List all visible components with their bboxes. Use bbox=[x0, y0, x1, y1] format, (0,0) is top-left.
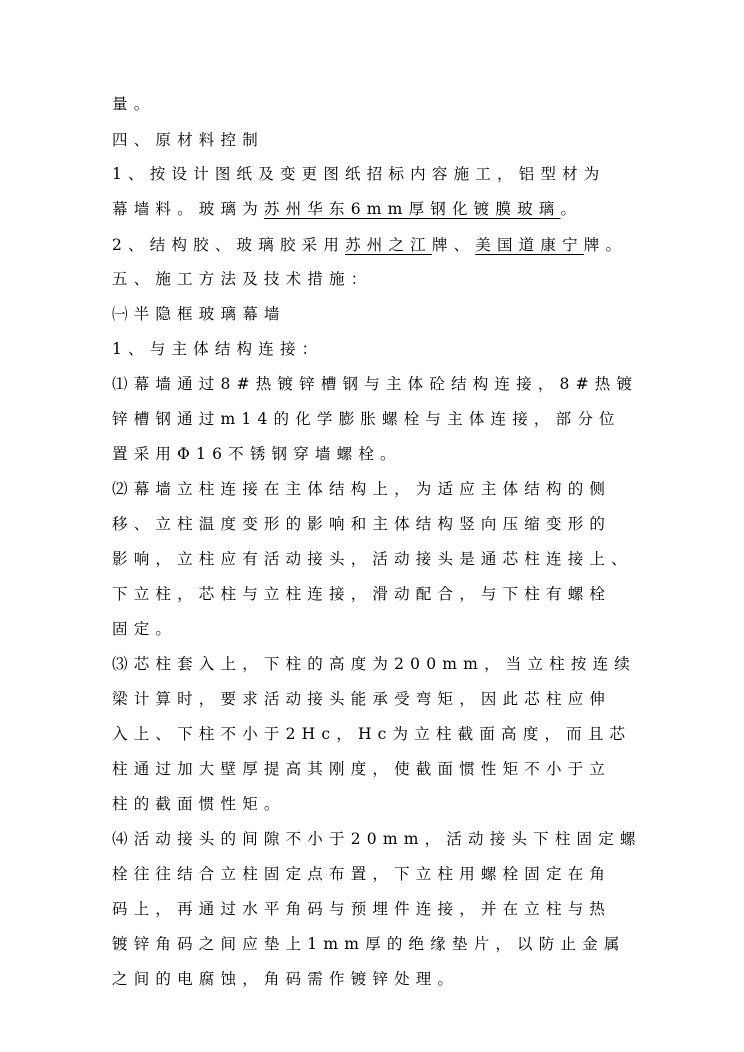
text-line bbox=[112, 549, 633, 569]
text-segment: 五、施工方法及技术措施： bbox=[112, 270, 373, 288]
underlined-text: 美国道康宁 bbox=[475, 236, 584, 254]
text-line bbox=[112, 759, 611, 779]
text-line bbox=[112, 235, 627, 255]
text-line bbox=[112, 969, 459, 989]
text-segment: 码上，再通过水平角码与预埋件连接，并在立柱与热 bbox=[112, 900, 612, 918]
text-line bbox=[112, 199, 582, 219]
text-segment: ⑵幕墙立柱连接在主体结构上，为适应主体结构的侧 bbox=[112, 480, 612, 498]
underlined-text: 苏州华东6mm厚钢化镀膜玻璃 bbox=[263, 200, 561, 218]
text-segment: 梁计算时，要求活动接头能承受弯矩，因此芯柱应伸 bbox=[112, 690, 612, 708]
text-segment: 栓往往结合立柱固定点布置，下立柱用螺栓固定在角 bbox=[112, 865, 612, 883]
text-segment: 2、结构胶、玻璃胶采用 bbox=[112, 236, 346, 254]
text-line bbox=[112, 899, 611, 919]
text-segment: 镀锌角码之间应垫上1mm厚的绝缘垫片，以防止金属 bbox=[112, 935, 626, 953]
text-line bbox=[112, 339, 323, 359]
text-segment: 牌、 bbox=[431, 236, 476, 254]
text-segment: 1、与主体结构连接： bbox=[112, 340, 324, 358]
text-segment: ㈠半隐框玻璃幕墙 bbox=[112, 305, 286, 323]
text-segment: 固定。 bbox=[112, 620, 178, 638]
text-segment: 四、原材料控制 bbox=[112, 131, 264, 149]
text-line bbox=[112, 584, 611, 604]
text-segment: 移、立柱温度变形的影响和主体结构竖向压缩变形的 bbox=[112, 515, 612, 533]
text-line bbox=[112, 829, 642, 849]
text-line bbox=[112, 164, 605, 184]
text-segment: 柱通过加大壁厚提高其刚度，使截面惯性矩不小于立 bbox=[112, 760, 612, 778]
text-line bbox=[112, 689, 611, 709]
text-line bbox=[112, 724, 631, 744]
text-segment: 。 bbox=[560, 200, 583, 218]
text-segment: 量。 bbox=[112, 95, 156, 113]
text-segment: ⑶芯柱套入上，下柱的高度为200mm，当立柱按连续 bbox=[112, 655, 636, 673]
text-segment: 之间的电腐蚀，角码需作镀锌处理。 bbox=[112, 970, 460, 988]
text-line bbox=[112, 374, 638, 394]
section-heading bbox=[112, 130, 264, 150]
text-segment: 幕墙料。玻璃为 bbox=[112, 200, 264, 218]
subsection-heading bbox=[112, 304, 286, 324]
text-line bbox=[112, 654, 636, 674]
text-line bbox=[112, 444, 402, 464]
text-line bbox=[112, 409, 621, 429]
text-segment: ⑴幕墙通过8#热镀锌槽钢与主体砼结构连接，8#热镀 bbox=[112, 375, 639, 393]
text-segment: 置采用Φ16不锈钢穿墙螺栓。 bbox=[112, 445, 402, 463]
text-line bbox=[112, 619, 177, 639]
text-segment: 影响，立柱应有活动接头，活动接头是通芯柱连接上、 bbox=[112, 550, 633, 568]
text-line bbox=[112, 794, 286, 814]
text-segment: 下立柱，芯柱与立柱连接，滑动配合，与下柱有螺栓 bbox=[112, 585, 612, 603]
text-segment: 牌。 bbox=[583, 236, 628, 254]
text-line bbox=[112, 514, 611, 534]
text-segment: ⑷活动接头的间隙不小于20mm，活动接头下柱固定螺 bbox=[112, 830, 642, 848]
text-line bbox=[112, 864, 611, 884]
text-segment: 1、按设计图纸及变更图纸招标内容施工，铝型材为 bbox=[112, 165, 606, 183]
section-heading bbox=[112, 269, 372, 289]
text-segment: 柱的截面惯性矩。 bbox=[112, 795, 286, 813]
text-line bbox=[112, 934, 626, 954]
text-segment: 锌槽钢通过m14的化学膨胀螺栓与主体连接，部分位 bbox=[112, 410, 621, 428]
text-line bbox=[112, 94, 155, 114]
text-line bbox=[112, 479, 611, 499]
text-segment: 入上、下柱不小于2Hc，Hc为立柱截面高度，而且芯 bbox=[112, 725, 632, 743]
underlined-text: 苏州之江 bbox=[345, 236, 432, 254]
